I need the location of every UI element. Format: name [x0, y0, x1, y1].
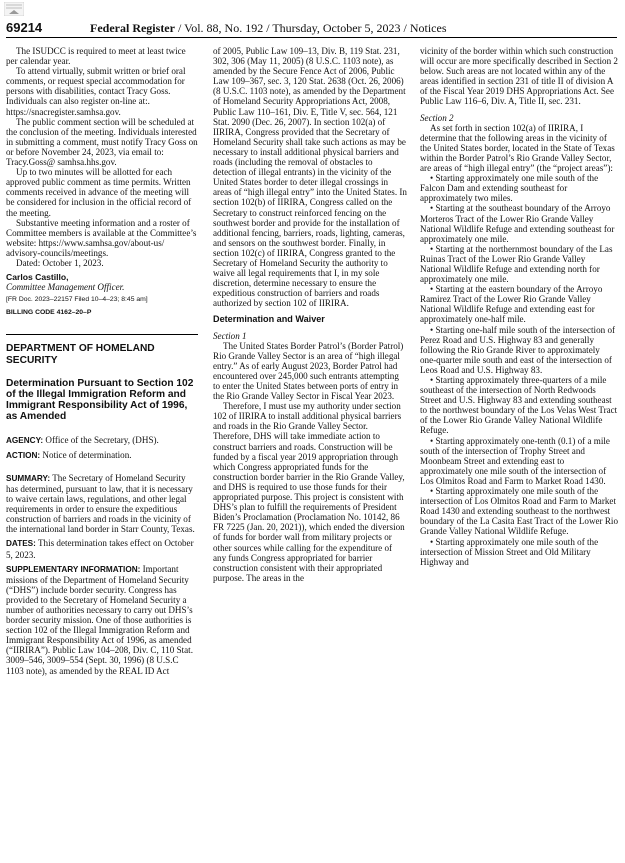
journal-name: Federal Register — [90, 21, 175, 35]
body-paragraph: Therefore, I must use my authority under section 102 of IIRIRA to install additional physical barriers and roads in the Rio Grande Valley Sector. Therefore, DHS will take immediate action to construct barriers and roads. Construction will be funded by a fiscal year 2019 appropriation through which Congress appropriated funds for the construction border barrier in the Rio Grande Valley, and DHS is required to use those funds for their appropriated purpose. This project is consistent with DHS’s plan to fulfill the requirements of President Biden’s Proclamation (Proclamation No. 10142, 86 FR 7225 (Jan. 20, 2021)), which ended the diversion of funds for border wall from military projects or other sources while calling for the expenditure of any funds Congress appropriated for barrier construction consistent with their appropriated purpose. The areas in the — [213, 401, 405, 583]
body-paragraph: vicinity of the border within which such construction will occur are more specifically described in Section 2 below. Such areas are not located within any of the areas identified in section 231 of title II of division A of the Fiscal Year 2019 DHS Appropriations Act. See Public Law 116–6, Div. A, Title II, sec. 231. — [420, 46, 618, 107]
column-right — [420, 46, 618, 854]
list-item: • Starting approximately one mile south of the Falcon Dam and extending southeast for approximately two miles. — [420, 173, 599, 204]
list-item: • Starting at the eastern boundary of the Arroyo Ramirez Tract of the Lower Rio Grande Valley National Wildlife Refuge and extending east for approximately one-half mile. — [420, 284, 603, 325]
body-paragraph: of 2005, Public Law 109–13, Div. B, 119 Stat. 231, 302, 306 (May 11, 2005) (8 U.S.C. 1103 note), as amended by the Secure Fence Act of 2006, Public Law 109–367, sec. 3, 120 Stat. 2638 (Oct. 26, 2006) (8 U.S.C. 1103 note), as amended by the Department of Homeland Security Appropriations Act, 2008, Public Law 110–161, Div. E, Title V, sec. 564, 121 Stat. 2090 (Dec. 26, 2007). In section 102(a) of IIRIRA, Congress provided that the Secretary of Homeland Security shall take such actions as may be necessary to install additional physical barriers and roads (including the removal of obstacles to detection of illegal entrants) in the vicinity of the United States border to deter illegal crossings in areas of “high illegal entry” into the United States. In section 102(b) of IIRIRA, Congress called on the Secretary to construct reinforced fencing on the southwest border and provide for the installation of additional fencing, barriers, roads, lighting, cameras, and sensors on the southwest border. Finally, in section 102(c) of IIRIRA, Congress granted to the Secretary of Homeland Security the authority to waive all legal requirements that I, in my sole discretion, determine necessary to ensure the expeditious construction of barriers and roads authorized by section 102 of IIRIRA. — [213, 46, 407, 309]
list-item: • Starting at the southeast boundary of the Arroyo Morteros Tract of the Lower Rio Grande Valley National Wildlife Refuge and extending southeast for approximately one mile. — [420, 203, 615, 244]
volume-info: / Vol. 88, No. 192 / Thursday, October 5, 2023 / Notices — [174, 21, 447, 35]
fr-doc-line: [FR Doc. 2023–22157 Filed 10–4–23; 8:45 am] — [6, 296, 148, 304]
body-paragraph: Substantive meeting information and a roster of Committee members is available at the Committee’s website: https://www.samhsa.gov/about-us/ advisory-councils/meetings. — [6, 217, 197, 258]
agency-line: AGENCY: Office of the Secretary, (DHS). — [6, 434, 159, 445]
running-head — [90, 18, 447, 38]
signer-title: Committee Management Officer. — [6, 282, 125, 293]
list-item: • Starting one-half mile south of the intersection of Perez Road and U.S. Highway 83 and generally following the Rio Grande River to approximately one-quarter mile south and east of the intersection of Leos Road and U.S. Highway 83. — [420, 324, 616, 375]
billing-code: BILLING CODE 4162–20–P — [6, 309, 92, 317]
page-number: 69214 — [6, 20, 43, 35]
dated-line: Dated: October 1, 2023. — [16, 257, 104, 268]
list-item: • Starting approximately three-quarters of a mile southeast of the intersection of North Redwoods Street and U.S. Highway 83 and extending southeast to the northwest boundary of the Los Velas West Tract of the Lower Rio Grande Valley National Wildlife Refuge. — [420, 375, 618, 436]
agency-heading: DEPARTMENT OF HOMELAND SECURITY — [6, 334, 198, 365]
section-heading: Determination and Waiver — [213, 314, 325, 325]
action-line: ACTION: Notice of determination. — [6, 449, 132, 460]
list-item: • Starting approximately one mile south of the intersection of Mission Street and Old Military Highway and — [420, 536, 599, 567]
body-paragraph: Up to two minutes will be allotted for each approved public comment as time permits. Written comments received in advance of the meeting will be considered for inclusion in the official record of the meeting. — [6, 167, 192, 218]
dates-section: DATES: This determination takes effect on October 5, 2023. — [6, 538, 194, 560]
document-title: Determination Pursuant to Section 102 of the Illegal Immigration Reform and Immigrant Responsibility Act of 1996, as Amended — [6, 377, 194, 423]
column-middle — [213, 46, 407, 854]
section-number: Section 1 — [213, 330, 247, 341]
list-item: • Starting at the northernmost boundary of the Las Ruinas Tract of the Lower Rio Grande Valley National Wildlife Refuge and extending north for approximately one mile. — [420, 243, 613, 285]
body-paragraph: To attend virtually, submit written or brief oral comments, or request special accommodation for persons with disabilities, contact Tracy Goss. Individuals can also register on-line at:. https://snacregister.samhsa.gov. — [6, 66, 186, 117]
body-paragraph: The ISUDCC is required to meet at least twice per calendar year. — [6, 46, 186, 67]
federal-register-eagle-icon — [4, 2, 24, 16]
summary-section: SUMMARY: The Secretary of Homeland Security has determined, pursuant to law, that it is necessary to waive certain laws, regulations, and other legal requirements in order to ensure the expeditious construction of barriers and roads in the vicinity of the international land border in Starr County, Texas. — [6, 472, 195, 535]
signer-name: Carlos Castillo, — [6, 272, 69, 283]
section-number: Section 2 — [420, 112, 454, 123]
column-left — [6, 46, 198, 854]
body-paragraph: As set forth in section 102(a) of IIRIRA, I determine that the following areas in the vicinity of the United States border, located in the State of Texas within the Border Patrol’s Rio Grande Valley Sector, are areas of “high illegal entry” (the “project areas”): — [420, 122, 615, 174]
body-paragraph: The public comment section will be scheduled at the conclusion of the meeting. Individuals interested in submitting a comment, must notify Tracy Goss on or before November 24, 2023, via email to: Tracy.Goss@ samhsa.hhs.gov. — [6, 116, 198, 168]
list-item: • Starting approximately one-tenth (0.1) of a mile south of the intersection of Trophy Street and Moonbeam Street and extending east to approximately one mile south of the intersection of Los Olmitos Road and Farm to Market Road 1430. — [420, 435, 610, 486]
list-item: • Starting approximately one mile south of the intersection of Los Olmitos Road and Farm to Market Road 1430 and extending southeast to the northwest boundary of the La Casita East Tract of the Lower Rio Grande Valley National Wildlife Refuge. — [420, 486, 618, 537]
body-paragraph: The United States Border Patrol’s (Border Patrol) Rio Grande Valley Sector is an area of “high illegal entry.” As of early August 2023, Border Patrol had encountered over 245,000 such entrants attempting to enter the United States between ports of entry in the Rio Grande Valley Sector in Fiscal Year 2023. — [213, 340, 404, 402]
page-header — [6, 18, 617, 38]
supplementary-info-section: SUPPLEMENTARY INFORMATION: Important missions of the Department of Homeland Security (“DHS”) include border security. Congress has provided to the Secretary of Homeland Security a number of authorities necessary to carry out DHS’s border security mission. One of those authorities is section 102 of the Illegal Immigration Reform and Immigrant Responsibility Act of 1996, as amended (“IIRIRA”). Public Law 104–208, Div. C, 110 Stat. 3009–546, 3009–554 (Sept. 30, 1996) (8 U.S.C 1103 note), as amended by the REAL ID Act — [6, 563, 193, 676]
